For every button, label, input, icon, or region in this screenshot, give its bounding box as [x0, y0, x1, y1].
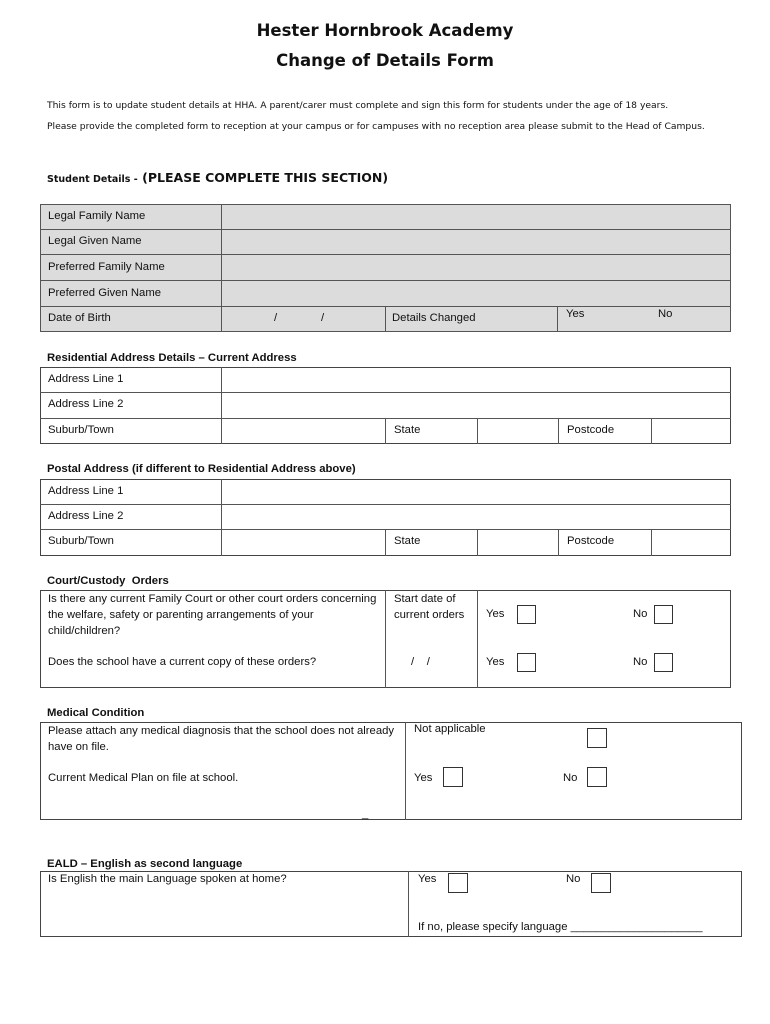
court-heading: Court/Custody Orders	[47, 575, 169, 587]
medical-plan-no-checkbox[interactable]	[587, 767, 607, 787]
court-no-checkbox[interactable]	[654, 605, 673, 624]
medical-plan-no-label: No	[563, 772, 578, 784]
student-details-heading	[47, 169, 388, 187]
preferred-family-name-label: Preferred Family Name	[48, 261, 165, 273]
court-copy-no-checkbox[interactable]	[654, 653, 673, 672]
postal-heading: Postal Address (if different to Residential Address above)	[47, 463, 356, 475]
post-postcode-input[interactable]	[652, 530, 730, 555]
school-name: Hester Hornbrook Academy	[256, 21, 514, 40]
medical-heading: Medical Condition	[47, 707, 145, 719]
details-changed-label: Details Changed	[392, 312, 476, 324]
residential-heading: Residential Address Details – Current Address	[47, 352, 297, 364]
legal-family-name-label: Legal Family Name	[48, 210, 146, 222]
intro-line-2: Please provide the completed form to reception at your campus or for campuses with no reception area please submit to the Head of Campus.	[47, 121, 705, 132]
date-of-birth-input[interactable]	[222, 307, 385, 332]
post-address-line1-label: Address Line 1	[48, 485, 124, 497]
preferred-family-name-input[interactable]	[222, 255, 730, 280]
eald-question: Is English the main Language spoken at home?	[48, 873, 287, 885]
legal-family-name-input[interactable]	[222, 205, 730, 229]
court-copy-no-label: No	[633, 656, 648, 668]
court-copy-yes-label: Yes	[486, 656, 505, 668]
court-yes-label: Yes	[486, 608, 505, 620]
preferred-given-name-label: Preferred Given Name	[48, 287, 162, 299]
eald-specify-language-field[interactable]: If no, please specify language _____________________	[418, 921, 703, 933]
post-address-line1-input[interactable]	[222, 480, 730, 504]
intro-line-1: This form is to update student details at HHA. A parent/carer must complete and sign this form for students under the age of 18 years.	[47, 100, 669, 111]
medical-underscore: _	[362, 808, 369, 820]
details-changed-yes[interactable]: Yes	[566, 308, 585, 320]
res-suburb-label: Suburb/Town	[48, 424, 114, 436]
legal-given-name-input[interactable]	[222, 230, 730, 254]
eald-no-label: No	[566, 873, 581, 885]
form-title: Change of Details Form	[276, 51, 494, 70]
court-question-2: Does the school have a current copy of these orders?	[48, 656, 317, 668]
not-applicable-label: Not applicable	[414, 723, 486, 735]
court-yes-checkbox[interactable]	[517, 605, 536, 624]
court-no-label: No	[633, 608, 648, 620]
student-heading-big: (PLEASE COMPLETE THIS SECTION)	[142, 170, 389, 185]
court-question-1: Is there any current Family Court or other court orders concerning the welfare, safety or parenting arrangements of your child/children?	[48, 593, 377, 637]
medical-question-2: Current Medical Plan on file at school.	[48, 772, 239, 784]
res-suburb-input[interactable]	[222, 419, 385, 443]
medical-plan-yes-checkbox[interactable]	[443, 767, 463, 787]
medical-plan-yes-label: Yes	[414, 772, 433, 784]
post-state-label: State	[394, 535, 421, 547]
date-of-birth-label: Date of Birth	[48, 312, 111, 324]
medical-question-1: Please attach any medical diagnosis that the school does not already have on file.	[48, 725, 395, 753]
post-suburb-input[interactable]	[222, 530, 385, 555]
dob-slash-2: /	[321, 312, 325, 324]
res-state-input[interactable]	[478, 419, 558, 443]
eald-yes-label: Yes	[418, 873, 437, 885]
details-changed-no[interactable]: No	[658, 308, 673, 320]
eald-yes-checkbox[interactable]	[448, 873, 468, 893]
legal-given-name-label: Legal Given Name	[48, 235, 142, 247]
court-order-date[interactable]: / /	[411, 656, 430, 668]
res-address-line2-input[interactable]	[222, 393, 730, 417]
dob-slash-1: /	[274, 312, 278, 324]
res-address-line1-label: Address Line 1	[48, 373, 124, 385]
res-address-line1-input[interactable]	[222, 368, 730, 392]
res-postcode-label: Postcode	[567, 424, 615, 436]
not-applicable-checkbox[interactable]	[587, 728, 607, 748]
res-state-label: State	[394, 424, 421, 436]
student-heading-small: Student Details -	[47, 174, 138, 185]
eald-heading: EALD – English as second language	[47, 858, 243, 870]
post-state-input[interactable]	[478, 530, 558, 555]
court-copy-yes-checkbox[interactable]	[517, 653, 536, 672]
post-address-line2-label: Address Line 2	[48, 510, 124, 522]
eald-no-checkbox[interactable]	[591, 873, 611, 893]
court-start-date-label: Start date of current orders	[394, 593, 465, 621]
post-suburb-label: Suburb/Town	[48, 535, 114, 547]
res-address-line2-label: Address Line 2	[48, 398, 124, 410]
res-postcode-input[interactable]	[652, 419, 730, 443]
preferred-given-name-input[interactable]	[222, 281, 730, 306]
post-address-line2-input[interactable]	[222, 505, 730, 529]
post-postcode-label: Postcode	[567, 535, 615, 547]
